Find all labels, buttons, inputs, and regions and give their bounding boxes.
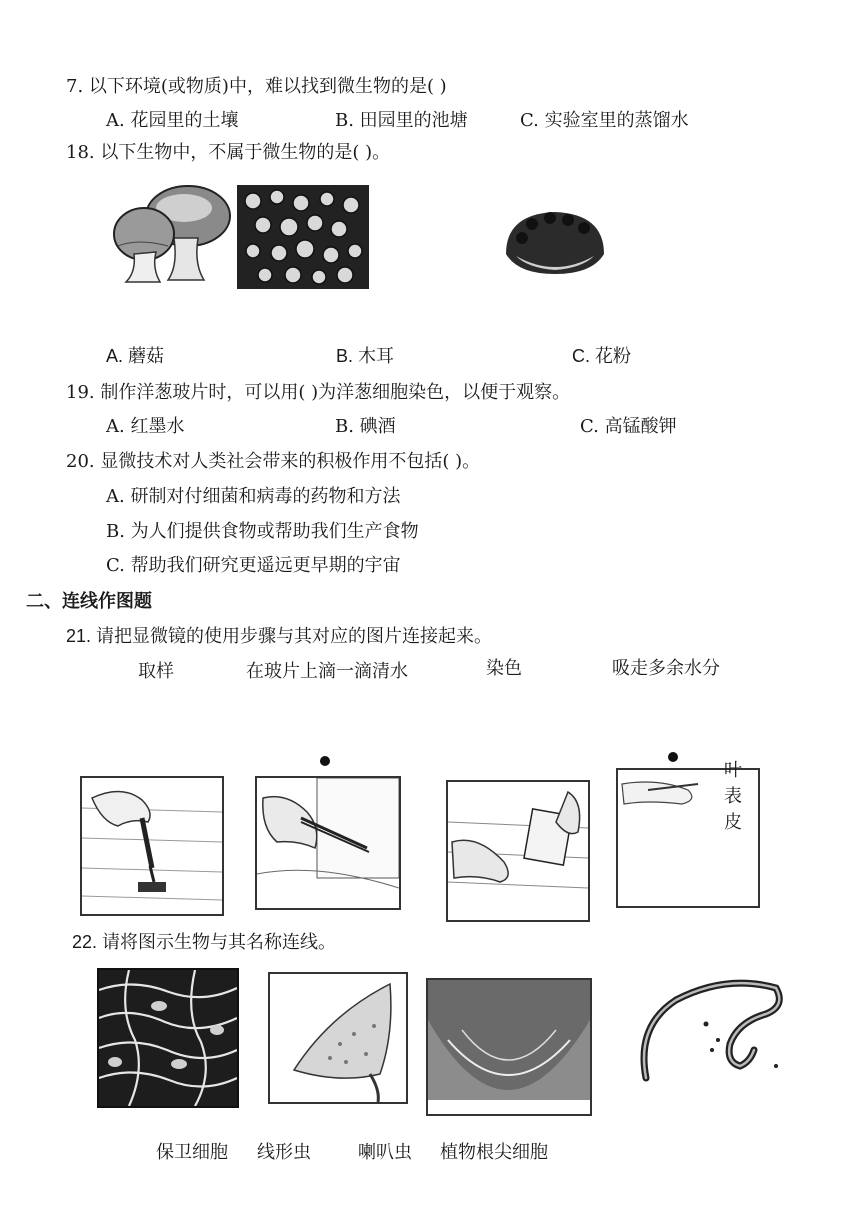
question-20-option-c: C. 帮助我们研究更遥远更早期的宇宙 xyxy=(106,555,401,576)
question-20-option-a: A. 研制对付细菌和病毒的药物和方法 xyxy=(106,486,401,507)
name-guard-cell: 保卫细胞 xyxy=(156,1142,228,1162)
step-label-add-water: 在玻片上滴一滴清水 xyxy=(246,661,408,681)
question-20-stem: 20. 显微技术对人类社会带来的积极作用不包括( )。 xyxy=(66,451,481,472)
question-18-option-a: A. 蘑菇 xyxy=(106,346,165,366)
step-image-dropper xyxy=(80,776,224,916)
leaf-label-3: 皮 xyxy=(724,812,742,832)
trumpet-animal-image xyxy=(268,972,408,1104)
marker-dot xyxy=(320,756,330,766)
question-22-stem: 22. 请将图示生物与其名称连线。 xyxy=(72,932,337,952)
question-19-option-b: B. 碘酒 xyxy=(335,416,396,437)
name-root-tip-cell: 植物根尖细胞 xyxy=(440,1142,548,1162)
question-18-option-b: B. 木耳 xyxy=(336,346,395,366)
marker-dot-2 xyxy=(668,752,678,762)
section-title: 二、连线作图题 xyxy=(26,591,152,612)
question-18-option-c: C. 花粉 xyxy=(572,346,632,366)
cell-cluster-image xyxy=(237,185,369,289)
question-17-stem: 7. 以下环境(或物质)中，难以找到微生物的是( ) xyxy=(66,76,447,97)
nematode-image xyxy=(626,966,788,1102)
question-18-stem: 18. 以下生物中，不属于微生物的是( )。 xyxy=(66,142,391,163)
name-trumpet-animal: 喇叭虫 xyxy=(358,1142,412,1162)
leaf-label-1: 叶 xyxy=(724,760,742,780)
step-image-blotting xyxy=(446,780,590,922)
root-tip-cell-image xyxy=(426,978,592,1116)
guard-cell-image xyxy=(97,968,239,1108)
mushroom-image xyxy=(108,176,232,286)
step-label-absorb-water: 吸走多余水分 xyxy=(612,658,720,678)
question-21-stem: 21. 请把显微镜的使用步骤与其对应的图片连接起来。 xyxy=(66,626,493,646)
step-label-sampling: 取样 xyxy=(138,661,174,681)
name-nematode: 线形虫 xyxy=(257,1142,311,1162)
question-17-option-c: C. 实验室里的蒸馏水 xyxy=(520,110,689,131)
pollen-image xyxy=(502,204,608,276)
question-19-stem: 19. 制作洋葱玻片时，可以用( )为洋葱细胞染色，以便于观察。 xyxy=(66,382,571,403)
question-17-option-b: B. 田园里的池塘 xyxy=(335,110,468,131)
step-image-tweezers xyxy=(255,776,401,910)
question-19-option-a: A. 红墨水 xyxy=(106,416,185,437)
step-label-stain: 染色 xyxy=(486,658,522,678)
question-20-option-b: B. 为人们提供食物或帮助我们生产食物 xyxy=(106,521,419,542)
leaf-label-2: 表 xyxy=(724,786,742,806)
question-19-option-c: C. 高锰酸钾 xyxy=(580,416,677,437)
question-17-option-a: A. 花园里的土壤 xyxy=(106,110,239,131)
